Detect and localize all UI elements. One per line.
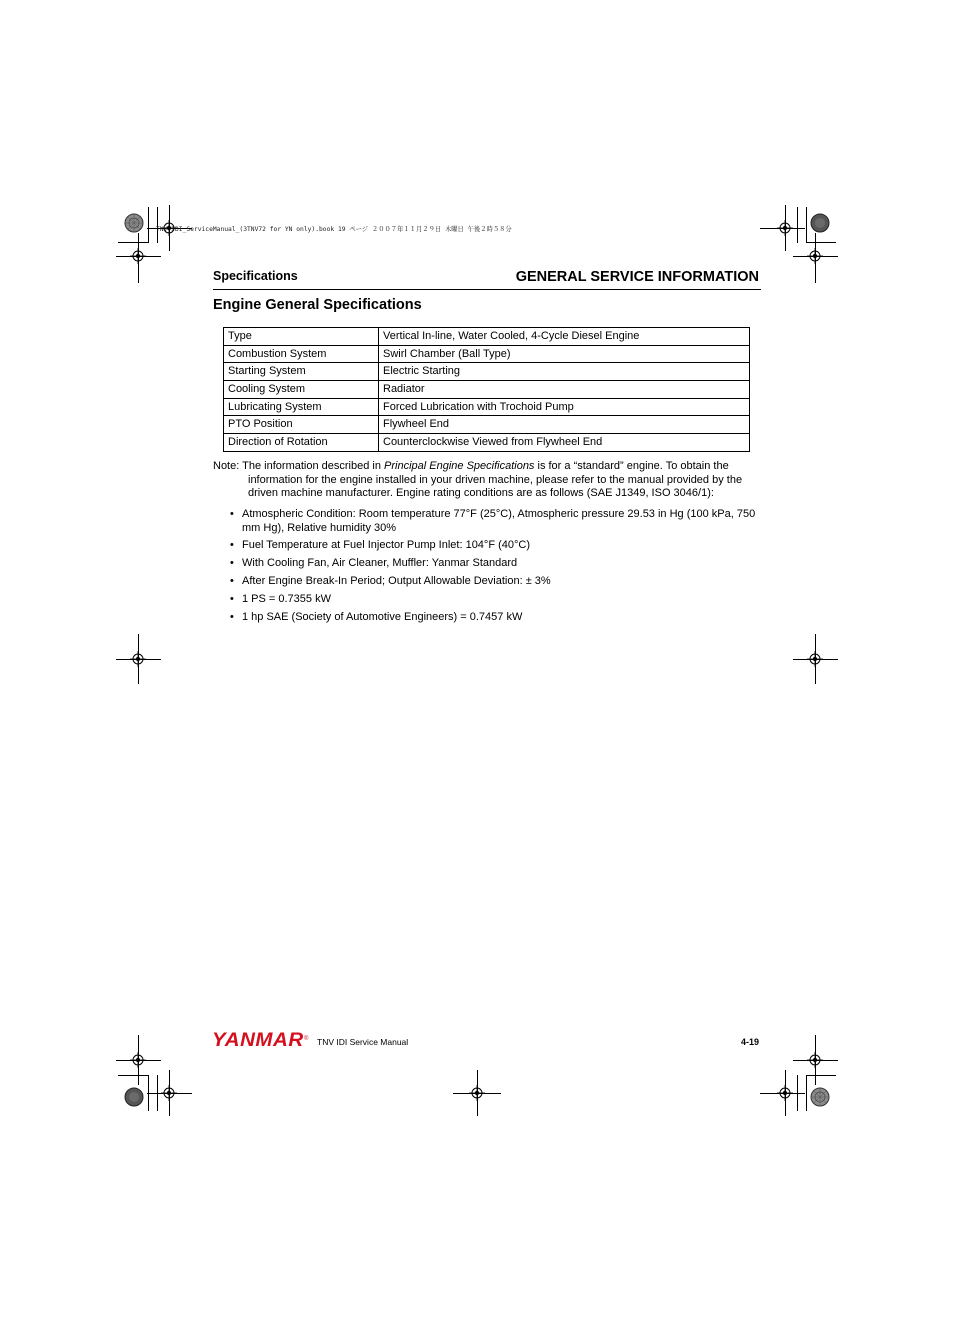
- chapter-title: GENERAL SERVICE INFORMATION: [515, 269, 759, 285]
- spec-value: Electric Starting: [379, 363, 750, 381]
- registered-mark: ®: [304, 1036, 309, 1042]
- spec-value: Vertical In-line, Water Cooled, 4-Cycle Diesel Engine: [379, 328, 750, 346]
- spec-table: [223, 327, 750, 452]
- page-number: 4-19: [740, 1037, 759, 1047]
- crop-line: [148, 207, 149, 243]
- crop-line: [806, 207, 807, 243]
- spec-label: Lubricating System: [224, 398, 379, 416]
- registration-target-icon: [130, 651, 146, 667]
- spec-label: Cooling System: [224, 381, 379, 399]
- section-name: Specifications: [213, 269, 298, 283]
- table-row: [224, 398, 750, 416]
- spec-label: Combustion System: [224, 345, 379, 363]
- registration-target-icon: [469, 1085, 485, 1101]
- note-paragraph: [213, 460, 761, 501]
- spec-value: Counterclockwise Viewed from Flywheel End: [379, 434, 750, 452]
- list-item: • Fuel Temperature at Fuel Injector Pump Inlet: 104°F (40°C): [228, 539, 758, 553]
- table-row: [224, 381, 750, 399]
- list-item: • 1 PS = 0.7355 kW: [228, 593, 758, 607]
- spec-label: Direction of Rotation: [224, 434, 379, 452]
- table-row: [224, 434, 750, 452]
- crop-line: [806, 242, 836, 243]
- registration-target-icon: [130, 1052, 146, 1068]
- list-item: • Atmospheric Condition: Room temperature 77°F (25°C), Atmospheric pressure 29.53 in Hg (100 kPa, 750 mm Hg), Relative humidity 30%: [228, 508, 758, 535]
- registration-target-icon: [807, 651, 823, 667]
- registration-target-icon: [161, 1085, 177, 1101]
- yanmar-logo: YANMAR: [212, 1030, 304, 1051]
- note-text-after: is for a “standard” engine. To obtain the information for the engine installed in your driven machine, please refer to the manual provided by the driven machine manufacturer. Engine rating conditions are as follows (SAE J1349, ISO 3046/1):: [248, 460, 743, 500]
- list-item: • With Cooling Fan, Air Cleaner, Muffler: Yanmar Standard: [228, 557, 758, 571]
- crop-line: [806, 1075, 836, 1076]
- crop-line: [797, 207, 798, 243]
- crop-line: [806, 1075, 807, 1111]
- header-divider: [213, 289, 761, 290]
- list-item: • After Engine Break-In Period; Output Allowable Deviation: ± 3%: [228, 575, 758, 589]
- registration-target-icon: [777, 220, 793, 236]
- spec-label: Type: [224, 328, 379, 346]
- page-title: Engine General Specifications: [213, 297, 422, 313]
- registration-target-icon: [777, 1085, 793, 1101]
- spec-label: PTO Position: [224, 416, 379, 434]
- color-disc-icon: [810, 213, 830, 233]
- print-info: TNV_IDI_ServiceManual_(3TNV72 for YN only).book 19 ページ ２００７年１１月２９日 木曜日 午後２時５８分: [156, 226, 512, 233]
- note-prefix: Note:: [213, 460, 240, 472]
- manual-name: TNV IDI Service Manual: [317, 1037, 409, 1047]
- crop-line: [118, 1075, 149, 1076]
- registration-target-icon: [807, 1052, 823, 1068]
- spec-label: Starting System: [224, 363, 379, 381]
- note-emphasis: Principal Engine Specifications: [384, 460, 535, 472]
- rating-conditions-list: [228, 508, 758, 629]
- color-disc-icon: [124, 213, 144, 233]
- table-row: [224, 416, 750, 434]
- color-disc-icon: [810, 1087, 830, 1107]
- table-row: [224, 345, 750, 363]
- table-row: [224, 363, 750, 381]
- list-item: • 1 hp SAE (Society of Automotive Engineers) = 0.7457 kW: [228, 611, 758, 625]
- registration-target-icon: [807, 248, 823, 264]
- spec-value: Flywheel End: [379, 416, 750, 434]
- registration-target-icon: [130, 248, 146, 264]
- spec-value: Forced Lubrication with Trochoid Pump: [379, 398, 750, 416]
- spec-value: Swirl Chamber (Ball Type): [379, 345, 750, 363]
- color-disc-icon: [124, 1087, 144, 1107]
- note-text-before: The information described in: [242, 460, 381, 472]
- table-row: [224, 328, 750, 346]
- spec-value: Radiator: [379, 381, 750, 399]
- crop-line: [118, 242, 149, 243]
